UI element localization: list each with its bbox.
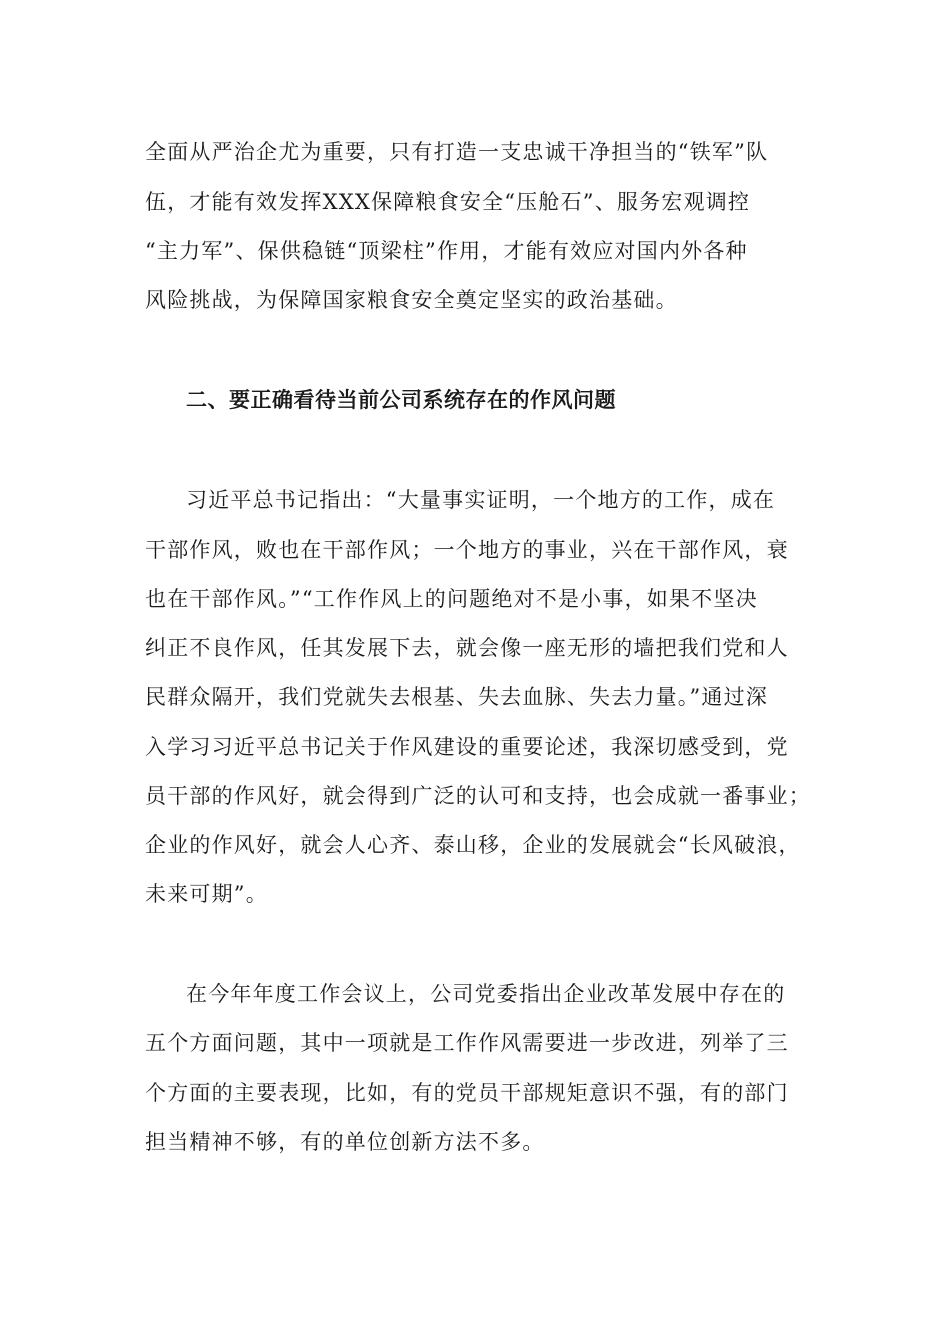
paragraph-line: 全面从严治企尤为重要，只有打造一支忠诚干净担当的“铁军”队	[145, 140, 769, 164]
paragraph-line: 未来可期”。	[145, 882, 268, 906]
paragraph-line: 干部作风，败也在干部作风；一个地方的事业，兴在干部作风，衰	[145, 538, 789, 562]
section-heading: 二、要正确看待当前公司系统存在的作风问题	[186, 388, 616, 412]
paragraph-line: 员干部的作风好，就会得到广泛的认可和支持，也会成就一番事业；	[145, 784, 811, 808]
paragraph-line: 习近平总书记指出：“大量事实证明，一个地方的工作，成在	[186, 488, 776, 512]
paragraph-line: 个方面的主要表现，比如，有的党员干部规矩意识不强，有的部门	[145, 1081, 789, 1105]
paragraph-line: 风险挑战，为保障国家粮食安全奠定坚实的政治基础。	[145, 288, 678, 312]
paragraph-line: “主力军”、保供稳链“顶梁柱”作用，才能有效应对国内外各种	[145, 239, 748, 263]
paragraph-line: 纠正不良作风，任其发展下去，就会像一座无形的墙把我们党和人	[145, 636, 789, 660]
paragraph-line: 也在干部作风。”“工作作风上的问题绝对不是小事，如果不坚决	[145, 587, 758, 611]
paragraph-line: 企业的作风好，就会人心齐、泰山移，企业的发展就会“长风破浪，	[145, 833, 801, 857]
paragraph-line: 五个方面问题，其中一项就是工作作风需要进一步改进，列举了三	[145, 1031, 789, 1055]
paragraph-line: 民群众隔开，我们党就失去根基、失去血脉、失去力量。”通过深	[145, 685, 769, 709]
paragraph-line: 伍，才能有效发挥XXX保障粮食安全“压舱石”、服务宏观调控	[145, 190, 751, 214]
paragraph-line: 在今年年度工作会议上，公司党委指出企业改革发展中存在的	[186, 982, 786, 1006]
paragraph-line: 入学习习近平总书记关于作风建设的重要论述，我深切感受到，党	[145, 735, 789, 759]
paragraph-line: 担当精神不够，有的单位创新方法不多。	[145, 1130, 545, 1154]
